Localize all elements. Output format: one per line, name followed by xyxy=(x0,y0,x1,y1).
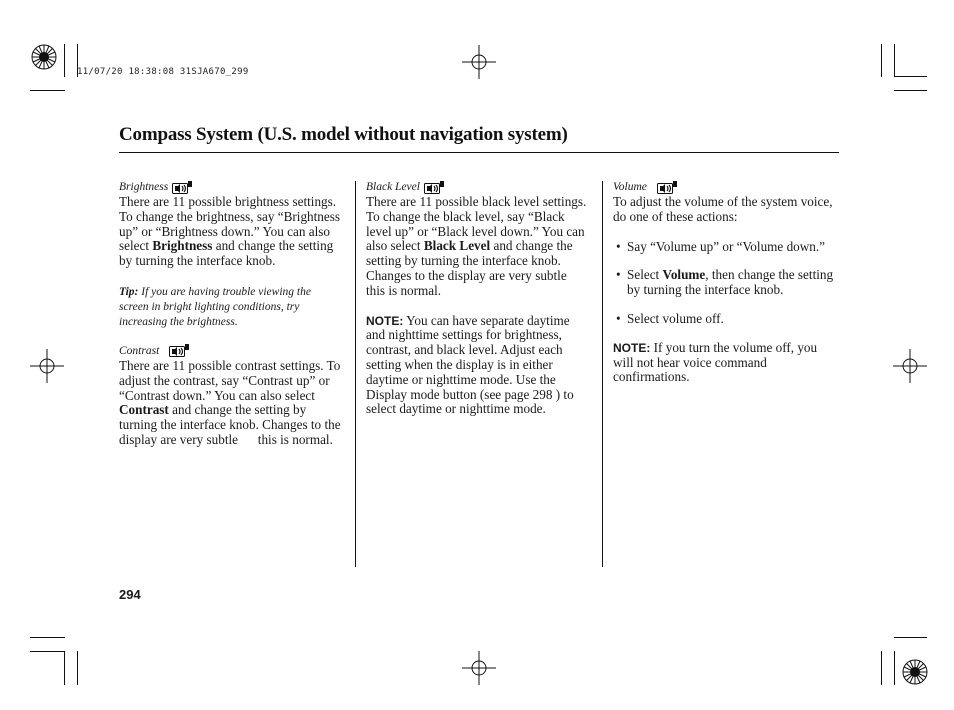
black-level-paragraph xyxy=(366,195,588,299)
text-span: There are 11 possible brightness settings. To change the brightness, say “Brightness up” or “Brightness down.” You can also select xyxy=(119,194,341,254)
crop-mark xyxy=(881,44,882,77)
brightness-heading: Brightness xyxy=(119,181,169,193)
text-span: Select xyxy=(627,267,663,283)
brightness-paragraph xyxy=(119,195,341,269)
column-divider xyxy=(355,181,356,567)
tip-paragraph xyxy=(119,285,341,330)
crop-mark xyxy=(77,651,78,685)
note-text: You can have separate daytime and nighttime settings for brightness, contrast, and black level. Adjust each setting when the display is in either daytime or nighttime mode. Use the Display mode button (see page 298 ) to select daytime or nighttime mode. xyxy=(366,312,574,417)
list-item: • Say “Volume up” or “Volume down.” xyxy=(613,240,839,255)
text-span: , then change the setting by turning the interface knob. xyxy=(627,267,834,298)
volume-heading: Volume xyxy=(613,181,647,193)
crop-mark xyxy=(30,651,65,652)
voice-control-icon xyxy=(657,181,677,194)
bold-term: Brightness xyxy=(152,238,213,254)
text-span: There are 11 possible black level settings. To change the black level, say “Black level up” or “Black level down.” You can also select xyxy=(366,194,590,254)
crop-mark xyxy=(894,90,927,91)
list-item xyxy=(613,268,839,298)
volume-section xyxy=(613,180,839,385)
volume-actions-list xyxy=(613,240,839,327)
contrast-heading: Contrast xyxy=(119,344,160,357)
voice-control-icon xyxy=(424,181,444,194)
contrast-paragraph xyxy=(119,357,344,448)
crop-mark xyxy=(881,651,882,685)
crosshair-icon xyxy=(30,349,64,383)
registration-sunburst-icon xyxy=(29,42,59,72)
crop-mark xyxy=(894,637,927,638)
registration-sunburst-icon xyxy=(900,657,930,687)
voice-control-icon xyxy=(169,344,189,357)
crop-mark xyxy=(30,90,65,91)
brightness-section xyxy=(119,180,344,448)
crosshair-icon xyxy=(462,45,496,79)
crosshair-icon xyxy=(462,651,496,685)
tip-label: Tip: xyxy=(119,285,139,298)
bold-term: Volume xyxy=(662,267,706,283)
page-number: 294 xyxy=(119,587,141,602)
crosshair-icon xyxy=(893,349,927,383)
column-divider xyxy=(602,181,603,567)
note-label: NOTE: xyxy=(613,340,651,355)
section-heading xyxy=(366,180,588,194)
list-item: • Select volume off. xyxy=(613,312,839,327)
note-paragraph xyxy=(366,314,588,418)
bold-term: Contrast xyxy=(119,402,169,418)
volume-intro: To adjust the volume of the system voice, do one of these actions: xyxy=(613,194,833,224)
black-level-heading: Black Level xyxy=(366,181,420,193)
text-span: There are 11 possible contrast settings. To adjust the contrast, say “Contrast up” or “Contrast down.” You can also select xyxy=(119,357,344,403)
title-rule xyxy=(119,152,839,153)
note-paragraph xyxy=(613,341,839,385)
crop-mark xyxy=(64,651,65,685)
crop-mark xyxy=(894,44,895,77)
crop-mark xyxy=(894,651,895,685)
crop-mark xyxy=(894,76,927,77)
print-stamp: 11/07/20 18:38:08 31SJA670_299 xyxy=(77,67,249,77)
crop-mark xyxy=(64,44,65,77)
tip-text: If you are having trouble viewing the screen in bright lighting conditions, try increasing the brightness. xyxy=(119,285,311,328)
section-heading xyxy=(119,344,341,358)
note-label: NOTE: xyxy=(366,313,404,328)
text-span: and change the setting by turning the interface knob. Changes to the display are very subtle this is normal. xyxy=(119,402,344,447)
note-text: If you turn the volume off, you will not hear voice command confirmations. xyxy=(613,339,818,385)
page-title: Compass System (U.S. model without navigation system) xyxy=(119,124,568,145)
section-heading xyxy=(119,180,341,194)
text-span: and change the setting by turning the interface knob. Changes to the display are very subtle this is normal. xyxy=(366,238,587,298)
text-span: and change the setting by turning the interface knob. xyxy=(119,238,334,269)
bold-term: Black Level xyxy=(423,238,491,254)
black-level-section xyxy=(366,180,588,417)
crop-mark xyxy=(30,637,65,638)
voice-control-icon xyxy=(172,181,192,194)
section-heading xyxy=(613,180,839,194)
